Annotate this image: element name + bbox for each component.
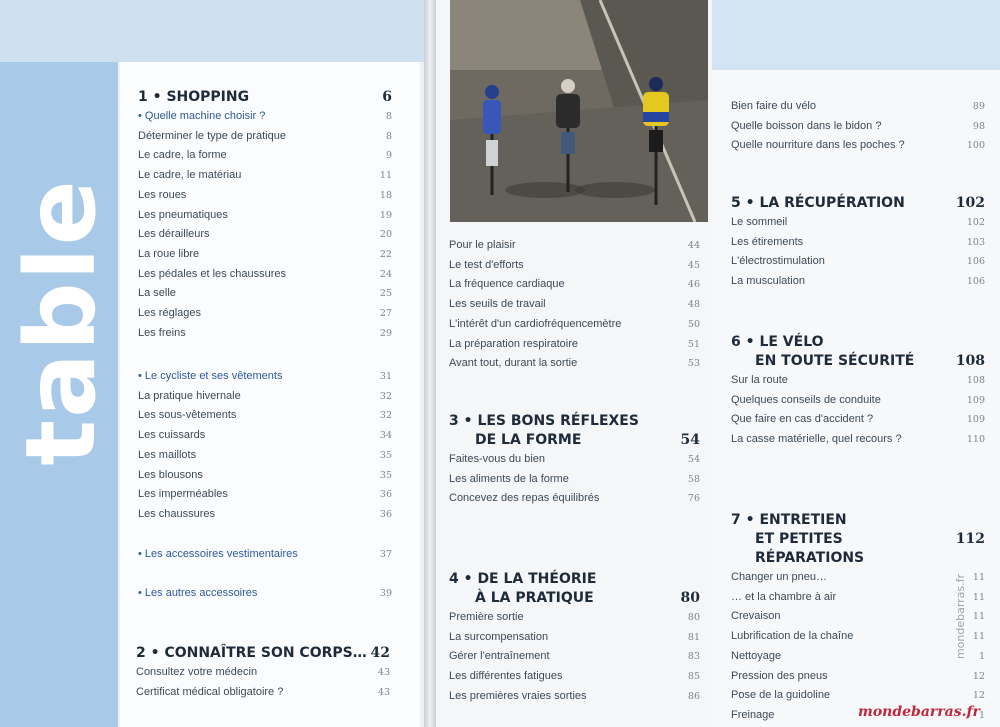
entry-list <box>731 371 985 450</box>
toc-entry[interactable] <box>731 136 985 156</box>
section-4 <box>449 570 700 707</box>
entry-page: 45 <box>687 259 700 271</box>
entry-page: 36 <box>379 489 392 501</box>
toc-entry[interactable] <box>731 667 985 687</box>
entry-page: 25 <box>379 288 392 300</box>
section-1 <box>138 88 392 343</box>
toc-entry[interactable] <box>136 683 390 703</box>
entry-page: 103 <box>966 236 985 248</box>
entry-page: 109 <box>966 414 985 426</box>
entry-label: Les pneumatiques <box>138 208 228 221</box>
toc-entry[interactable] <box>449 335 700 355</box>
entry-list <box>731 213 985 292</box>
entry-list <box>449 608 700 707</box>
entry-label: Freinage <box>731 708 775 721</box>
toc-entry[interactable] <box>138 446 392 466</box>
entry-label: Quelle boisson dans le bidon ? <box>731 119 882 132</box>
toc-entry[interactable] <box>138 406 392 426</box>
entry-label: Les premières vraies sorties <box>449 689 587 702</box>
heading-text: 3 • LES BONS RÉFLEXES <box>449 413 639 429</box>
entry-label: Quelle nourriture dans les poches ? <box>731 139 905 152</box>
toc-entry[interactable] <box>138 146 392 166</box>
toc-entry[interactable] <box>138 324 392 344</box>
entry-page: 35 <box>379 449 392 461</box>
entry-label: • Le cycliste et ses vêtements <box>138 370 283 382</box>
entry-label: Les cuissards <box>138 429 206 442</box>
entry-page: 35 <box>379 469 392 481</box>
entry-page: 43 <box>377 667 390 678</box>
section-heading-line2 <box>449 431 700 450</box>
heading-page: 102 <box>955 195 985 211</box>
entry-page: 89 <box>972 101 985 112</box>
section-heading-line2 <box>731 530 985 568</box>
heading-page: 54 <box>680 432 700 448</box>
section-2 <box>136 644 390 702</box>
entry-page: 12 <box>972 690 985 702</box>
toc-entry[interactable] <box>449 256 700 276</box>
toc-entry[interactable] <box>138 245 392 265</box>
entry-page: 81 <box>687 631 700 643</box>
entry-label: Nettoyage <box>731 649 782 662</box>
entry-page: 11 <box>972 591 985 603</box>
entry-list <box>731 97 985 156</box>
entry-label: Bien faire du vélo <box>731 100 816 112</box>
entry-label: Les blousons <box>138 468 203 481</box>
toc-entry[interactable] <box>449 315 700 335</box>
toc-entry[interactable] <box>731 371 985 391</box>
toc-entry[interactable] <box>449 687 700 707</box>
entry-label: La préparation respiratoire <box>449 337 579 350</box>
entry-label: Le test d'efforts <box>449 258 524 271</box>
entry-page: 86 <box>687 690 700 702</box>
watermark-vertical: mondebarras.fr <box>954 573 968 660</box>
entry-label: Le sommeil <box>731 216 788 228</box>
entry-label: Avant tout, durant la sortie <box>449 357 578 370</box>
entry-label: Les dérailleurs <box>138 228 210 241</box>
entry-page: 11 <box>972 611 985 623</box>
entry-label: Les pédales et les chaussures <box>138 267 286 280</box>
entry-label: La pratique hivernale <box>138 389 241 402</box>
entry-page: 108 <box>966 375 985 386</box>
entry-page: 18 <box>379 189 392 201</box>
section-heading <box>136 644 390 663</box>
entry-page: 110 <box>966 434 985 446</box>
toc-entry[interactable] <box>449 354 700 374</box>
entry-page: 32 <box>379 390 392 402</box>
entry-label: Que faire en cas d'accident ? <box>731 413 874 426</box>
section-3 <box>449 412 700 509</box>
entry-label: Les sous-vêtements <box>138 409 237 422</box>
entry-page: 11 <box>972 572 985 583</box>
entry-page: 51 <box>687 338 700 350</box>
toc-entry[interactable] <box>138 304 392 324</box>
entry-label: Faites-vous du bien <box>449 453 545 465</box>
toc-entry[interactable] <box>138 466 392 486</box>
entry-label: L'intérêt d'un cardiofréquencemètre <box>449 317 622 330</box>
entry-label: La musculation <box>731 275 805 288</box>
section-1-clothing <box>138 367 392 525</box>
entry-page: 54 <box>687 454 700 465</box>
section-heading <box>449 570 700 589</box>
section-heading <box>138 88 392 107</box>
toc-entry[interactable] <box>731 627 985 647</box>
toc-entry[interactable] <box>138 426 392 446</box>
entry-label: La fréquence cardiaque <box>449 278 565 291</box>
entry-label: Les aliments de la forme <box>449 472 569 485</box>
entry-page: 48 <box>687 299 700 311</box>
entry-list <box>449 236 700 374</box>
toc-entry[interactable] <box>449 275 700 295</box>
toc-entry[interactable] <box>138 545 392 565</box>
section-4-continued <box>731 97 985 156</box>
section-heading <box>449 412 700 431</box>
entry-label: Changer un pneu… <box>731 571 828 583</box>
heading-page: 108 <box>955 353 985 369</box>
toc-entry[interactable] <box>731 568 985 588</box>
entry-label: Concevez des repas équilibrés <box>449 492 600 505</box>
section-2-continued <box>449 236 700 374</box>
entry-page: 22 <box>379 248 392 260</box>
entry-label: Pose de la guidoline <box>731 689 831 702</box>
entry-label: La casse matérielle, quel recours ? <box>731 433 902 446</box>
entry-page: 1 <box>978 650 985 662</box>
toc-entry[interactable] <box>731 686 985 706</box>
toc-entry[interactable] <box>731 252 985 272</box>
entry-list <box>731 568 985 726</box>
toc-entry[interactable] <box>138 505 392 525</box>
toc-entry[interactable] <box>138 206 392 226</box>
toc-entry[interactable] <box>138 127 392 147</box>
entry-page: 8 <box>385 130 392 142</box>
section-heading <box>731 194 985 213</box>
entry-list <box>136 663 390 702</box>
entry-page: 36 <box>379 508 392 520</box>
toc-entry[interactable] <box>449 236 700 256</box>
toc-entry[interactable] <box>731 272 985 292</box>
entry-label: Quelques conseils de conduite <box>731 393 881 406</box>
toc-entry[interactable] <box>449 647 700 667</box>
watermark-logo: mondebarras.fr <box>858 704 980 720</box>
toc-entry[interactable] <box>138 186 392 206</box>
entry-label: • Les autres accessoires <box>138 587 258 599</box>
heading-text: 7 • ENTRETIEN <box>731 512 847 528</box>
toc-entry[interactable] <box>731 588 985 608</box>
heading-text: 1 • SHOPPING <box>138 89 250 105</box>
section-heading-line2 <box>449 589 700 608</box>
entry-label: Les chaussures <box>138 507 216 520</box>
section-6 <box>731 333 985 450</box>
heading-text: À LA PRATIQUE <box>475 590 594 606</box>
toc-entry[interactable] <box>731 607 985 627</box>
entry-page: 11 <box>972 631 985 643</box>
entry-list <box>138 107 392 343</box>
toc-entry[interactable] <box>731 410 985 430</box>
toc-entry[interactable] <box>449 667 700 687</box>
heading-text: 4 • DE LA THÉORIE <box>449 571 597 587</box>
entry-label: • Quelle machine choisir ? <box>138 110 266 122</box>
section-heading <box>731 511 985 530</box>
entry-label: Les réglages <box>138 307 201 320</box>
entry-page: 8 <box>385 111 392 122</box>
cyclists-photo <box>450 0 708 222</box>
toc-entry[interactable] <box>138 584 392 604</box>
spine-title: table <box>5 178 117 466</box>
entry-label: Certificat médical obligatoire ? <box>136 685 284 698</box>
toc-entry[interactable] <box>138 284 392 304</box>
heading-page: 80 <box>680 590 700 606</box>
toc-entry[interactable] <box>138 367 392 387</box>
entry-label: Les roues <box>138 188 187 201</box>
entry-label: Le cadre, la forme <box>138 149 227 162</box>
heading-text: DE LA FORME <box>475 432 582 448</box>
entry-label: Première sortie <box>449 611 524 623</box>
toc-entry[interactable] <box>449 628 700 648</box>
section-heading-line2 <box>731 352 985 371</box>
entry-page: 109 <box>966 394 985 406</box>
toc-entry[interactable] <box>138 485 392 505</box>
toc-entry[interactable] <box>449 450 700 470</box>
entry-page: 106 <box>966 256 985 268</box>
toc-entry[interactable] <box>449 489 700 509</box>
entry-label: Les seuils de travail <box>449 298 546 311</box>
entry-page: 85 <box>687 671 700 683</box>
toc-entry[interactable] <box>449 608 700 628</box>
toc-entry[interactable] <box>731 647 985 667</box>
entry-label: Les imperméables <box>138 488 228 501</box>
toc-entry[interactable] <box>731 233 985 253</box>
entry-page: 83 <box>687 651 700 663</box>
entry-page: 100 <box>966 140 985 152</box>
entry-page: 76 <box>687 493 700 505</box>
entry-label: Le cadre, le matériau <box>138 169 242 182</box>
entry-page: 19 <box>379 209 392 221</box>
entry-page: 34 <box>379 430 392 442</box>
entry-label: Les maillots <box>138 448 197 461</box>
entry-list <box>449 450 700 509</box>
toc-entry[interactable] <box>449 295 700 315</box>
entry-label: La roue libre <box>138 247 200 260</box>
entry-list <box>138 367 392 525</box>
section-7 <box>731 511 985 726</box>
entry-label: Les étirements <box>731 235 804 248</box>
toc-entry[interactable] <box>449 470 700 490</box>
toc-entry[interactable] <box>136 663 390 683</box>
book-gutter <box>424 0 436 727</box>
entry-page: 46 <box>687 279 700 291</box>
entry-label: Déterminer le type de pratique <box>138 129 286 142</box>
entry-label: La selle <box>138 287 176 300</box>
entry-label: Sur la route <box>731 374 788 386</box>
entry-page: 31 <box>379 371 392 382</box>
toc-entry[interactable] <box>138 387 392 407</box>
heading-page: 6 <box>382 89 392 105</box>
section-5 <box>731 194 985 292</box>
entry-page: 50 <box>687 318 700 330</box>
spine-color-strip <box>0 62 118 727</box>
heading-page: 112 <box>955 531 985 547</box>
entry-page: 27 <box>379 308 392 320</box>
entry-label: Pour le plaisir <box>449 239 516 251</box>
toc-entry[interactable] <box>138 225 392 245</box>
entry-label: La surcompensation <box>449 630 549 643</box>
entry-page: 53 <box>687 358 700 370</box>
entry-page: 24 <box>379 268 392 280</box>
entry-page: 58 <box>687 473 700 485</box>
entry-page: 20 <box>379 229 392 241</box>
toc-entry[interactable] <box>731 430 985 450</box>
entry-page: 44 <box>687 240 700 251</box>
entry-page: 43 <box>377 686 390 698</box>
entry-label: Consultez votre médecin <box>136 666 258 678</box>
section-heading <box>731 333 985 352</box>
entry-page: 29 <box>379 327 392 339</box>
toc-entry[interactable] <box>731 213 985 233</box>
entry-label: Les freins <box>138 326 186 339</box>
entry-label: Pression des pneus <box>731 669 828 682</box>
entry-label: L'électrostimulation <box>731 255 825 268</box>
toc-entry[interactable] <box>731 391 985 411</box>
toc-entry[interactable] <box>138 265 392 285</box>
entry-label: Lubrification de la chaîne <box>731 630 854 643</box>
entry-page: 98 <box>972 120 985 132</box>
entry-page: 106 <box>966 276 985 288</box>
entry-page: 80 <box>687 612 700 623</box>
entry-page: 1 <box>978 709 985 721</box>
toc-entry[interactable] <box>731 117 985 137</box>
entry-label: Crevaison <box>731 610 781 623</box>
section-1-accessories-clothing <box>138 545 392 565</box>
entry-page: 39 <box>379 588 392 599</box>
entry-label: • Les accessoires vestimentaires <box>138 548 298 560</box>
heading-text: ET PETITES RÉPARATIONS <box>755 531 865 566</box>
heading-text: 2 • CONNAÎTRE SON CORPS… <box>136 645 367 661</box>
heading-text: 6 • LE VÉLO <box>731 334 824 350</box>
left-top-band <box>0 0 428 62</box>
entry-page: 9 <box>385 150 392 162</box>
entry-label: Gérer l'entraînement <box>449 650 550 663</box>
toc-entry[interactable] <box>731 97 985 117</box>
section-1-other-accessories <box>138 584 392 604</box>
entry-page: 11 <box>379 170 392 182</box>
entry-page: 32 <box>379 410 392 422</box>
entry-page: 102 <box>966 217 985 228</box>
toc-entry[interactable] <box>138 107 392 127</box>
right-top-band <box>712 0 1000 70</box>
toc-entry[interactable] <box>138 166 392 186</box>
heading-text: 5 • LA RÉCUPÉRATION <box>731 195 905 211</box>
entry-label: … et la chambre à air <box>731 590 837 603</box>
heading-text: EN TOUTE SÉCURITÉ <box>755 353 915 369</box>
entry-page: 37 <box>379 549 392 560</box>
entry-page: 12 <box>972 670 985 682</box>
heading-page: 42 <box>370 645 390 661</box>
entry-label: Les différentes fatigues <box>449 670 563 683</box>
